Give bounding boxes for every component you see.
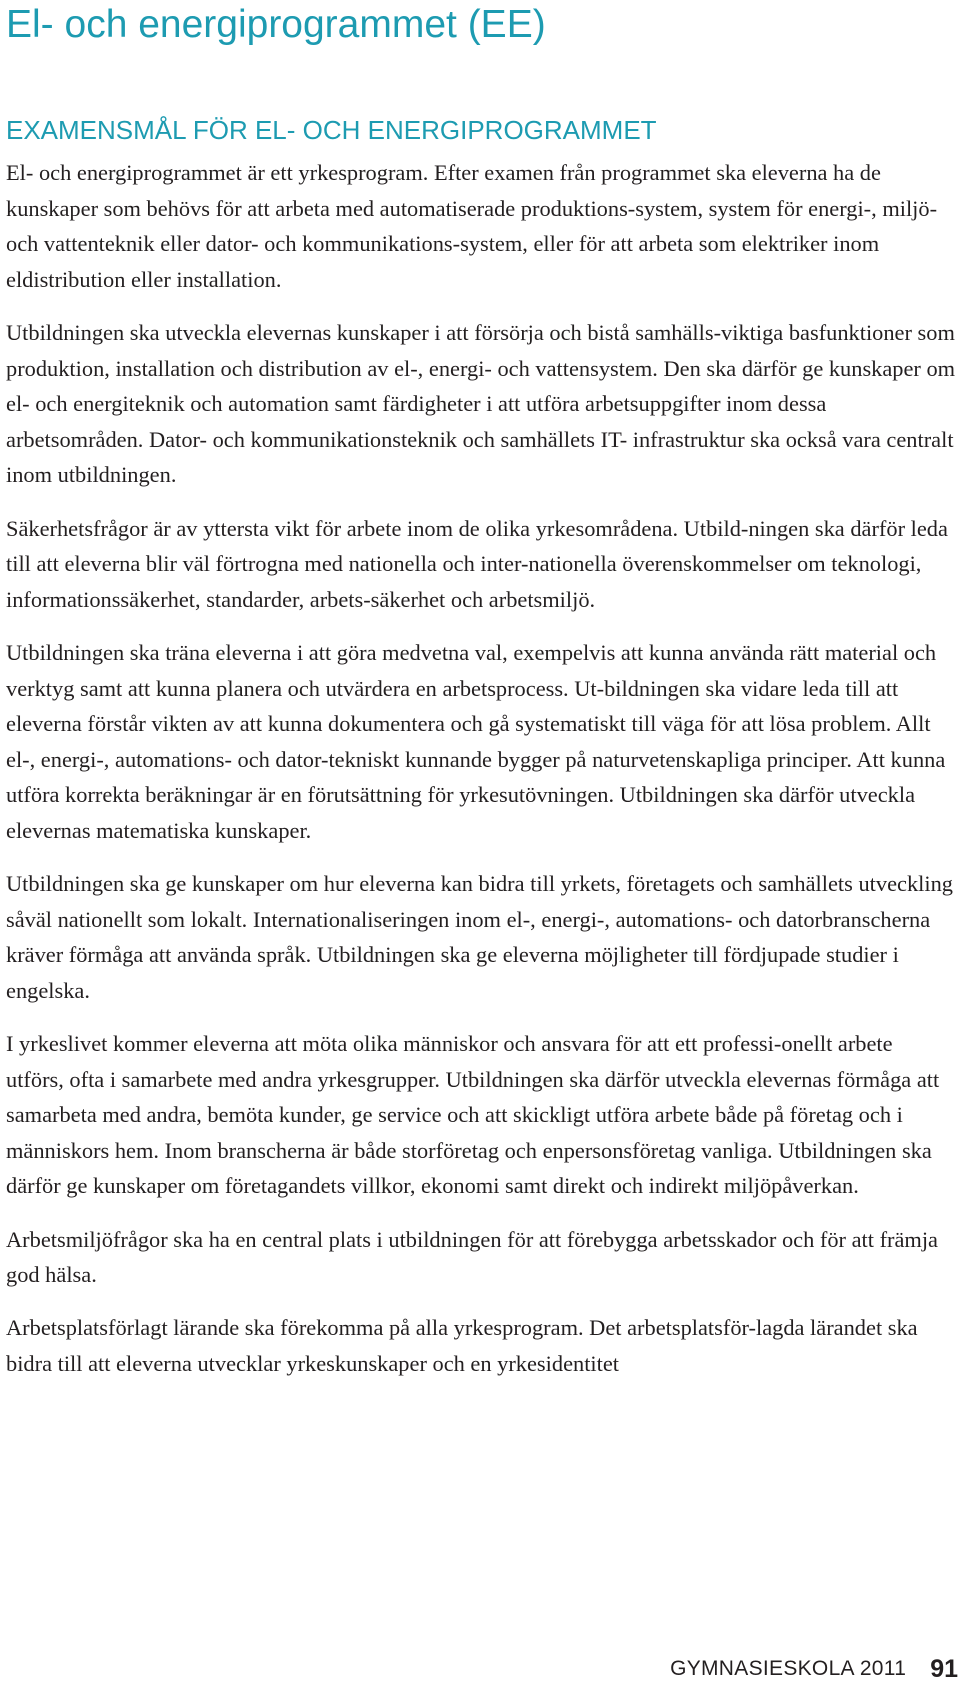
footer-label: GYMNASIESKOLA 2011 <box>670 1657 907 1680</box>
paragraph: Utbildningen ska träna eleverna i att göra medvetna val, exempelvis att kunna använda rätt material och verktyg samt att kunna planera och utvärdera en arbetsprocess. Ut-bildningen ska vidare leda till att eleverna förstår vikten av att kunna dokumentera och gå systematiskt till väga för att lösa problem. Allt el-, energi-, automations- och dator-tekniskt kunnande bygger på naturvetenskapliga principer. Att kunna utföra korrekta beräkningar är en förutsättning för yrkesutövningen. Utbildningen ska därför utveckla elevernas matematiska kunskaper. <box>6 639 946 843</box>
paragraph: Utbildningen ska ge kunskaper om hur eleverna kan bidra till yrkets, företagets och samhällets utveckling såväl nationellt som lokalt. Internationaliseringen inom el-, energi-, automations- och datorbranscherna kräver förmåga att använda språk. Utbildningen ska ge eleverna möjligheter till fördjupade studier i engelska. <box>6 871 953 1003</box>
section-heading: EXAMENSMÅL FÖR EL- OCH ENERGIPROGRAMMET <box>6 115 657 145</box>
paragraph: Säkerhetsfrågor är av yttersta vikt för arbete inom de olika yrkesområdena. Utbild-ningen ska därför leda till att eleverna blir väl förtrogna med nationella och inter-nationella överenskommelser om teknologi, informationssäkerhet, standarder, arbets-säkerhet och arbetsmiljö. <box>6 515 948 612</box>
body-text <box>6 155 956 1399</box>
paragraph: I yrkeslivet kommer eleverna att möta olika människor och ansvara för att ett professi-onellt arbete utförs, ofta i samarbete med andra yrkesgrupper. Utbildningen ska därför utveckla elevernas förmåga att samarbeta med andra, bemöta kunder, ge service och att skickligt utföra arbete både på företag och i människors hem. Inom branscherna är både storföretag och enpersonsföretag vanliga. Utbildningen ska därför ge kunskaper om företagandets villkor, ekonomi samt direkt och indirekt miljöpåverkan. <box>6 1031 940 1199</box>
page-footer <box>670 1644 958 1684</box>
paragraph: Utbildningen ska utveckla elevernas kunskaper i att försörja och bistå samhälls-viktiga basfunktioner som produktion, installation och distribution av el-, energi- och vattensystem. Den ska därför ge kunskaper om el- och energiteknik och automation samt färdigheter i att utföra arbetsuppgifter inom dessa arbetsområden. Dator- och kommunikationsteknik och samhällets IT- infrastruktur ska också vara centralt inom utbildningen. <box>6 319 956 488</box>
paragraph: Arbetsplatsförlagt lärande ska förekomma på alla yrkesprogram. Det arbetsplatsför-lagda lärandet ska bidra till att eleverna utvecklar yrkeskunskaper och en yrkesidentitet <box>6 1315 918 1376</box>
paragraph: El- och energiprogrammet är ett yrkesprogram. Efter examen från programmet ska eleverna ha de kunskaper som behövs för att arbeta med automatiserade produktions-system, system för energi-, miljö- och vattenteknik eller dator- och kommunikations-system, eller för att arbeta som elektriker inom eldistribution eller installation. <box>6 160 938 292</box>
page-title: El- och energiprogrammet (EE) <box>6 3 546 46</box>
paragraph: Arbetsmiljöfrågor ska ha en central plats i utbildningen för att förebygga arbetsskador och för att främja god hälsa. <box>6 1226 938 1288</box>
page-number: 91 <box>930 1655 958 1683</box>
